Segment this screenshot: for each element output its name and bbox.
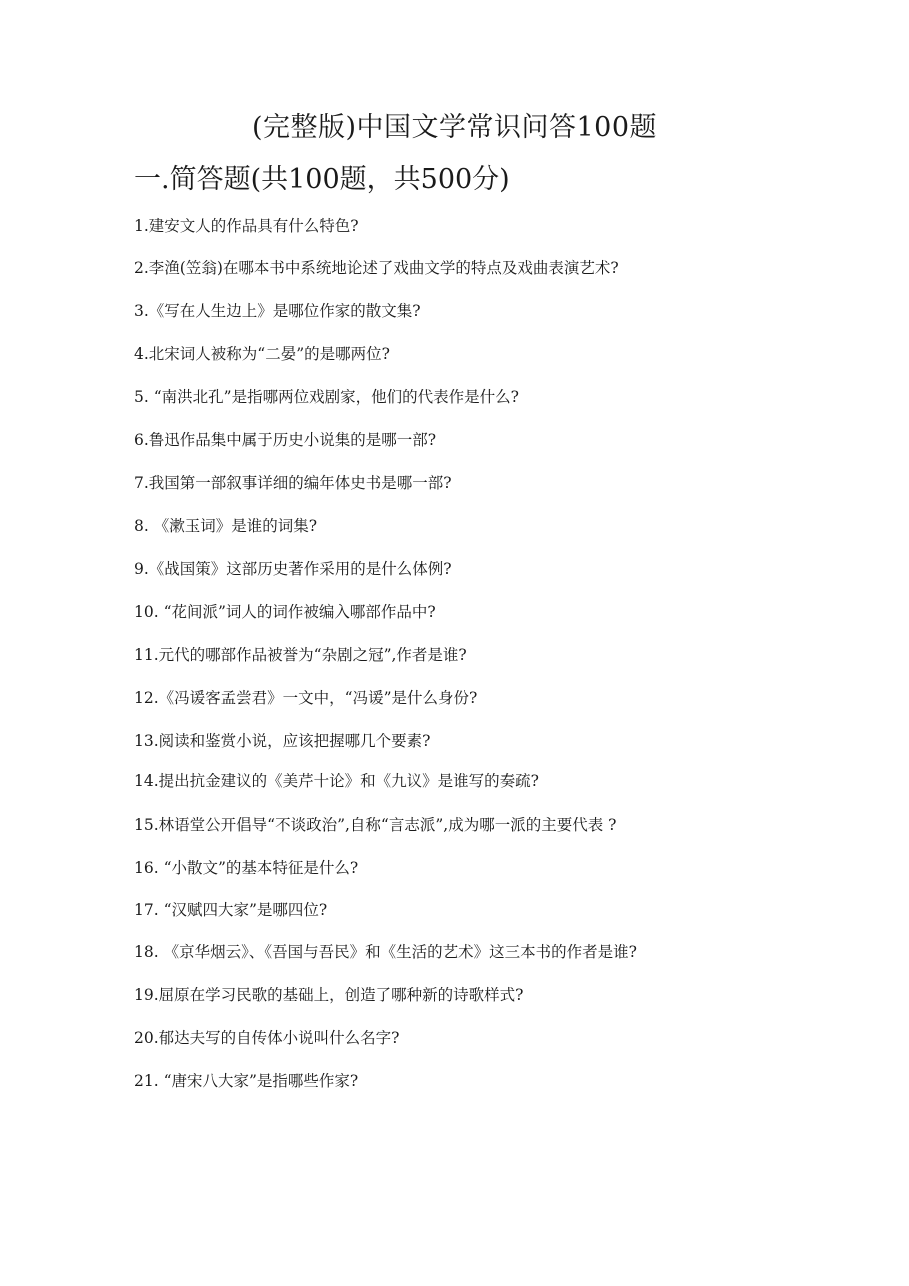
question-item: 15.林语堂公开倡导“不谈政治”,自称“言志派”,成为哪一派的主要代表 ? bbox=[134, 816, 617, 834]
question-item: 16. “小散文”的基本特征是什么? bbox=[134, 859, 359, 877]
document-title: (完整版)中国文学常识问答100题 bbox=[251, 112, 658, 143]
question-item: 9.《战国策》这部历史著作采用的是什么体例? bbox=[134, 560, 452, 578]
question-item: 14.提出抗金建议的《美芹十论》和《九议》是谁写的奏疏? bbox=[134, 772, 539, 790]
question-item: 3.《写在人生边上》是哪位作家的散文集? bbox=[134, 302, 421, 320]
question-item: 21. “唐宋八大家”是指哪些作家? bbox=[134, 1072, 359, 1090]
question-item: 7.我国第一部叙事详细的编年体史书是哪一部? bbox=[134, 474, 452, 492]
question-item: 1.建安文人的作品具有什么特色? bbox=[134, 217, 359, 235]
question-list bbox=[134, 212, 774, 1092]
question-item: 2.李渔(笠翁)在哪本书中系统地论述了戏曲文学的特点及戏曲表演艺术? bbox=[134, 259, 619, 277]
section-heading: 一.简答题(共100题，共500分) bbox=[134, 164, 510, 195]
question-item: 10. “花间派”词人的词作被编入哪部作品中? bbox=[134, 603, 436, 621]
question-item: 12.《冯谖客孟尝君》一文中，“冯谖”是什么身份? bbox=[134, 689, 478, 707]
question-item: 18. 《京华烟云》、《吾国与吾民》和《生活的艺术》这三本书的作者是谁? bbox=[134, 943, 637, 961]
question-item: 17. “汉赋四大家”是哪四位? bbox=[134, 901, 328, 919]
question-item: 11.元代的哪部作品被誉为“杂剧之冠”,作者是谁? bbox=[134, 646, 467, 664]
question-item: 8. 《漱玉词》是谁的词集? bbox=[134, 517, 318, 535]
question-item: 4.北宋词人被称为“二晏”的是哪两位? bbox=[134, 345, 390, 363]
question-item: 5. “南洪北孔”是指哪两位戏剧家，他们的代表作是什么? bbox=[134, 388, 519, 406]
question-item: 20.郁达夫写的自传体小说叫什么名字? bbox=[134, 1029, 400, 1047]
question-item: 19.屈原在学习民歌的基础上，创造了哪种新的诗歌样式? bbox=[134, 986, 524, 1004]
question-item: 13.阅读和鉴赏小说，应该把握哪几个要素? bbox=[134, 732, 431, 750]
question-item: 6.鲁迅作品集中属于历史小说集的是哪一部? bbox=[134, 431, 437, 449]
